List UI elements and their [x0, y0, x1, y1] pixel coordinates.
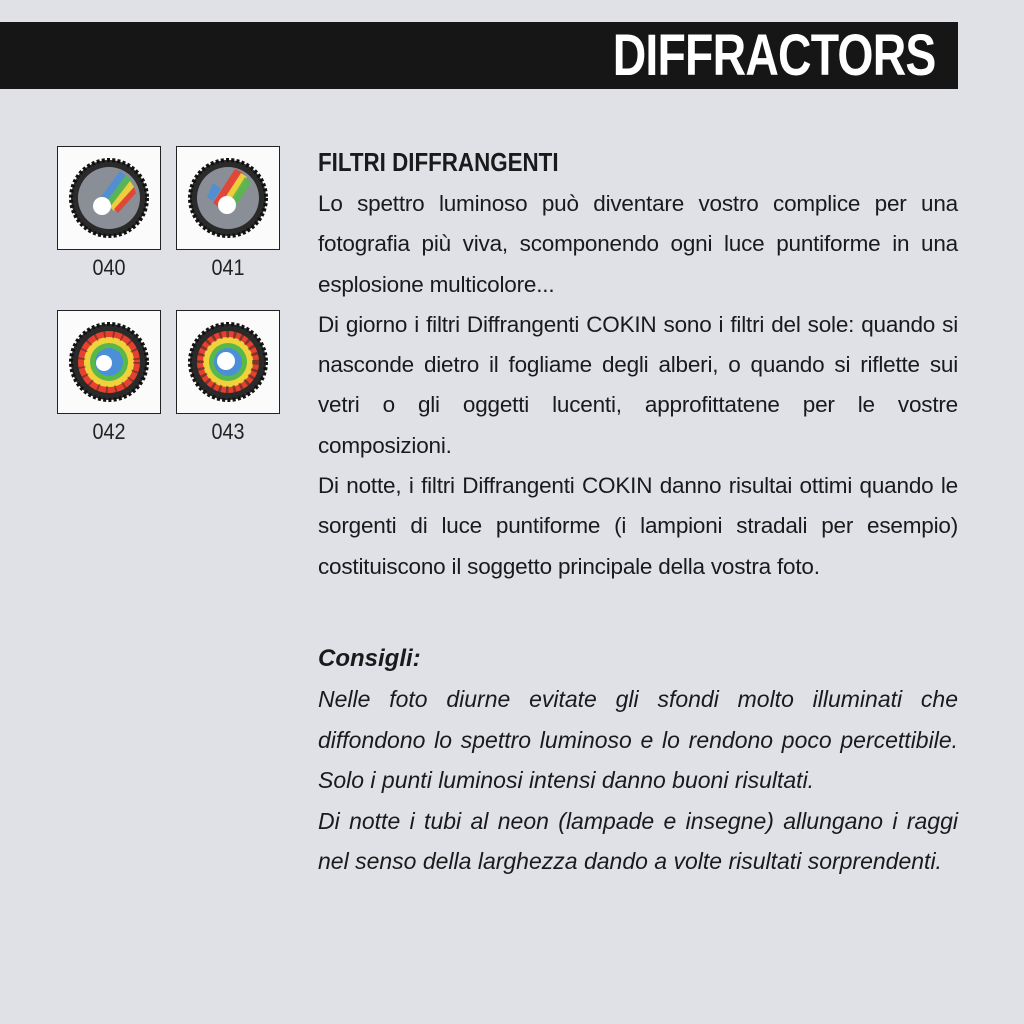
tips-heading: Consigli: [318, 644, 421, 672]
filter-thumbnail-040 [57, 146, 161, 250]
article-paragraph: Di giorno i filtri Diffrangenti COKIN sono i filtri del sole: quando si nasconde dietro il fogliame degli alberi, o quando si riflette sui vetri o gli oggetti lucenti, approfittatene per le vostre composizioni. [318, 311, 958, 458]
article-heading: FILTRI DIFFRANGENTI [318, 147, 559, 177]
filter-code-040: 040 [92, 255, 126, 280]
filter-code-043: 043 [211, 419, 245, 444]
article-paragraph: Lo spettro luminoso può diventare vostro complice per una fotografia più viva, scomponendo ogni luce puntiforme in una esplosione multicolore... [318, 191, 958, 297]
title-banner [0, 22, 958, 89]
page-title: DIFFRACTORS [613, 23, 936, 88]
filter-code-041: 041 [211, 255, 245, 280]
diffractor-filter-icon [183, 317, 273, 407]
filter-thumbnail-043 [176, 310, 280, 414]
diffractor-filter-icon [64, 153, 154, 243]
filter-code-042: 042 [92, 419, 126, 444]
tip-paragraph: Di notte i tubi al neon (lampade e insegne) allungano i raggi nel senso della larghezza dando a volte risultati sorprendenti. [318, 807, 958, 875]
article-body [318, 140, 958, 882]
filter-thumbnail-041 [176, 146, 280, 250]
article-paragraph: Di notte, i filtri Diffrangenti COKIN danno risultai ottimi quando le sorgenti di luce puntiforme (i lampioni stradali per esempio) costituiscono il soggetto principale della vostra foto. [318, 473, 958, 579]
filter-thumbnail-042 [57, 310, 161, 414]
diffractor-filter-icon [183, 153, 273, 243]
diffractor-filter-icon [64, 317, 154, 407]
tip-paragraph: Nelle foto diurne evitate gli sfondi molto illuminati che diffondono lo spettro luminoso e lo rendono poco percettibile. Solo i punti luminosi intensi danno buoni risultati. [318, 685, 958, 794]
